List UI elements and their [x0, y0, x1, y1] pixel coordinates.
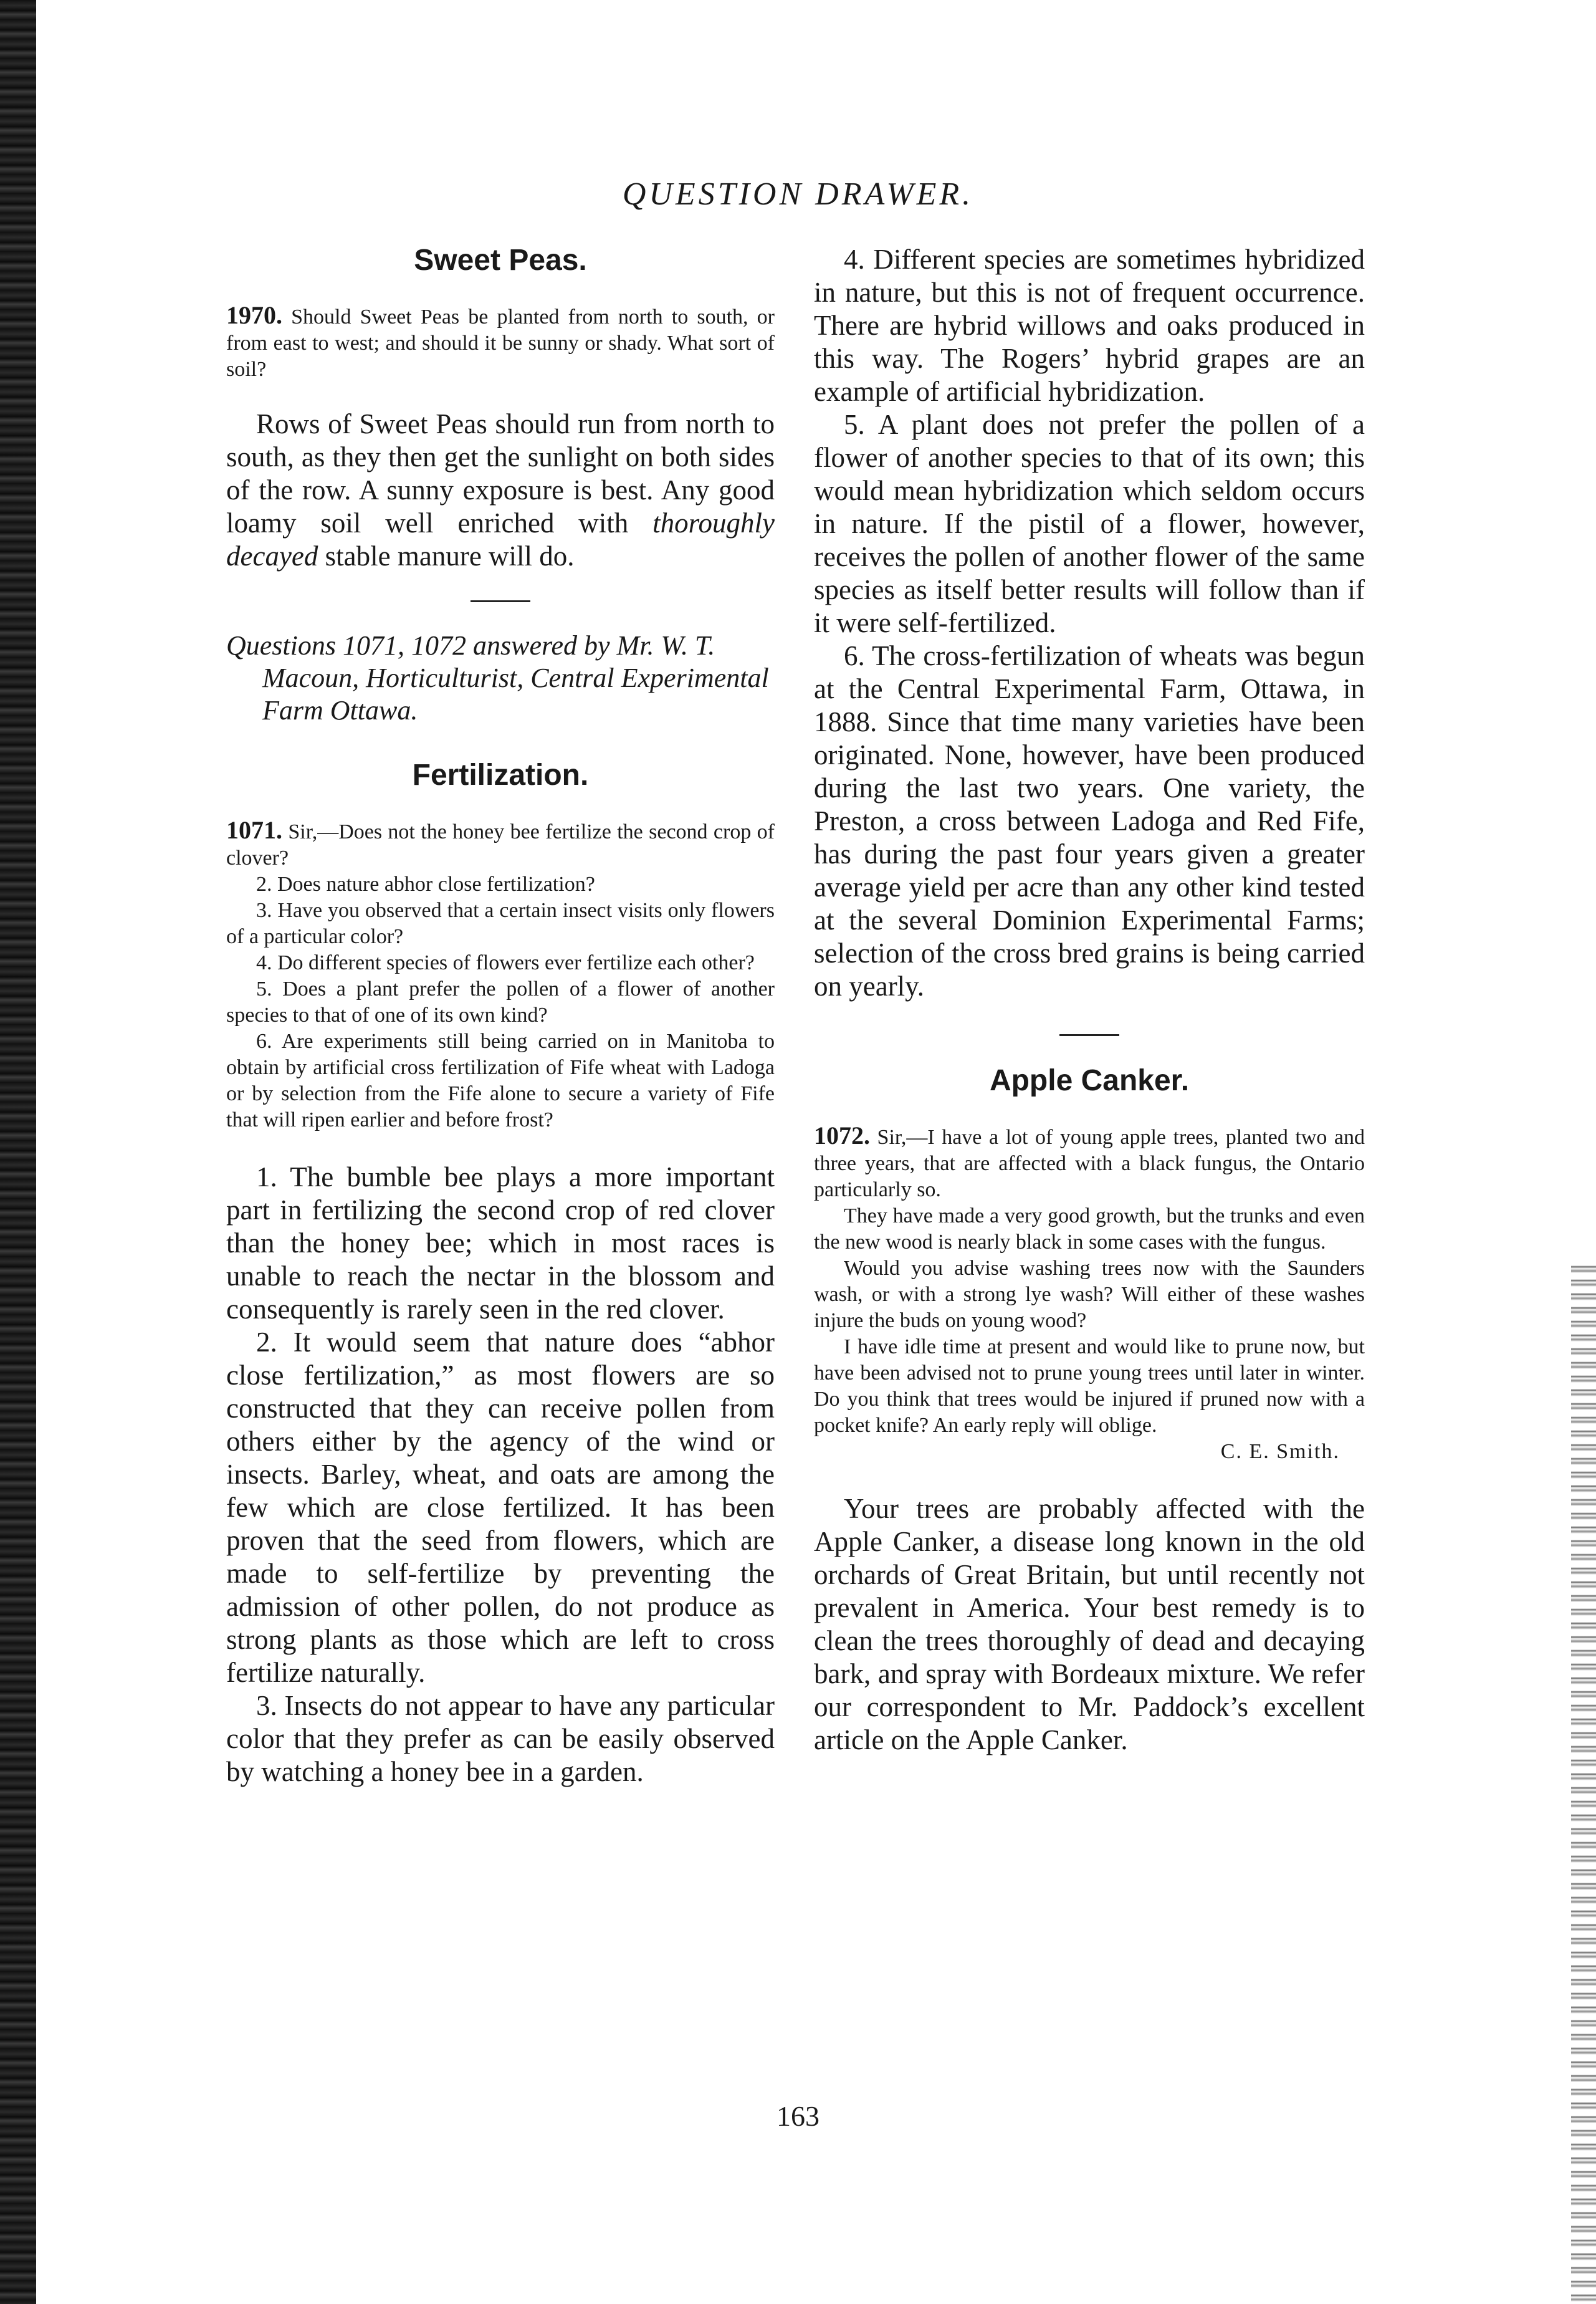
query-line: Would you advise washing trees now with the Saunders wash, or with a strong lye wash? Will either of these washes injure the buds on young wood?: [814, 1257, 1365, 1332]
answer-apple-canker: [814, 1492, 1365, 1757]
page-edge-scan-noise: [1571, 1259, 1596, 2304]
query-1970: [226, 302, 775, 383]
query-line: 5. Does a plant prefer the pollen of a flower of another species to that of one of its own kind?: [226, 977, 775, 1027]
page-number: 163: [776, 2100, 820, 2132]
query-text: Should Sweet Peas be planted from north to south, or from east to west; and should it be sunny or shady. What sort of soil?: [226, 305, 775, 381]
answer-text: Rows of Sweet Peas should run from north to south, as they then get the sunlight on both sides of the row. A sunny exposure is best. Any good loamy soil well enriched with: [226, 408, 775, 539]
query-line: Sir,—Does not the honey bee fertilize the second crop of clover?: [226, 820, 775, 870]
query-1072: [814, 1123, 1365, 1465]
answer-fertilization-continued: [814, 243, 1365, 1003]
query-1071: [226, 817, 775, 1133]
query-number: 1071.: [226, 816, 282, 844]
query-line: 2. Does nature abhor close fertilization?: [256, 873, 595, 896]
query-line: 3. Have you observed that a certain insect visits only flowers of a particular color?: [226, 899, 775, 948]
section-title-fertilization: Fertilization.: [412, 759, 589, 792]
page-binding-edge: [0, 0, 36, 2304]
signature: C. E. Smith.: [1220, 1440, 1340, 1463]
query-line: Sir,—I have a lot of young apple trees, planted two and three years, that are affected with a black fungus, the Ontario particularly so.: [814, 1126, 1365, 1201]
answer-credit: Questions 1071, 1072 answered by Mr. W. T. Macoun, Horticulturist, Central Experimental Farm Ottawa.: [226, 630, 769, 726]
section-divider: [471, 600, 530, 602]
query-line: 6. Are experiments still being carried on in Manitoba to obtain by artificial cross fertilization of Fife wheat with Ladoga or by selection from the Fife alone to secure a variety of Fife that will ripen earlier and before frost?: [226, 1030, 775, 1131]
left-column: [226, 243, 775, 1788]
answer-paragraph: 6. The cross-fertilization of wheats was begun at the Central Experimental Farm, Ottawa, in 1888. Since that time many varieties have been originated. None, however, have been produced during the last two years. One variety, the Preston, a cross between Ladoga and Red Fife, has during the past four years given a greater average yield per acre than any other kind tested at the several Dominion Experimental Farms; selection of the cross bred grains is being carried on yearly.: [814, 640, 1365, 1002]
answer-sweet-peas: [226, 408, 775, 573]
section-title-apple-canker: Apple Canker.: [989, 1064, 1190, 1097]
answer-paragraph: 1. The bumble bee plays a more important part in fertilizing the second crop of red clover than the honey bee; which in most races is unable to reach the nectar in the blossom and consequently is rarely seen in the red clover.: [226, 1161, 775, 1325]
answer-paragraph: 3. Insects do not appear to have any particular color that they prefer as can be easily observed by watching a honey bee in a garden.: [226, 1690, 775, 1787]
answer-paragraph: 5. A plant does not prefer the pollen of a flower of another species to that of its own; this would mean hybridization which seldom occurs in nature. If the pistil of a flower, however, receives the pollen of another flower of the same species as itself better results will follow than if it were self-fertilized.: [814, 409, 1365, 638]
query-number: 1970.: [226, 301, 282, 329]
answer-text-end: stable manure will do.: [318, 540, 575, 572]
right-column: [814, 243, 1365, 1757]
query-line: I have idle time at present and would like to prune now, but have been advised not to prune young trees until later in winter. Do you think that trees would be injured if pruned now with a pocket knife? An early reply will oblige.: [814, 1335, 1365, 1437]
answer-paragraph: 2. It would seem that nature does “abhor close fertilization,” as most flowers are so constructed that they can receive pollen from others either by the agency of the wind or insects. Barley, wheat, and oats are among the few which are close fertilized. It has been proven that the seed from flowers, which are made to self-fertilize by preventing the admission of other pollen, do not produce as strong plants as those which are left to cross fertilize naturally.: [226, 1327, 775, 1688]
answer-paragraph: 4. Different species are sometimes hybridized in nature, but this is not of frequent occurrence. There are hybrid willows and oaks produced in this way. The Rogers’ hybrid grapes are an example of artificial hybridization.: [814, 244, 1365, 407]
query-number: 1072.: [814, 1121, 870, 1150]
running-head: QUESTION DRAWER.: [622, 176, 974, 212]
answer-emphasis: thoroughly decayed: [226, 507, 775, 572]
query-line: 4. Do different species of flowers ever fertilize each other?: [256, 951, 755, 974]
section-title-sweet-peas: Sweet Peas.: [414, 244, 587, 277]
answer-paragraph: Your trees are probably affected with the Apple Canker, a disease long known in the old orchards of Great Britain, but until recently not prevalent in America. Your best remedy is to clean the trees thoroughly of dead and decaying bark, and spray with Bordeaux mixture. We refer our correspondent to Mr. Paddock’s excellent article on the Apple Canker.: [814, 1493, 1365, 1755]
query-line: They have made a very good growth, but the trunks and even the new wood is nearly black in some cases with the fungus.: [814, 1204, 1365, 1254]
answer-fertilization: [226, 1161, 775, 1788]
section-divider: [1059, 1034, 1119, 1036]
